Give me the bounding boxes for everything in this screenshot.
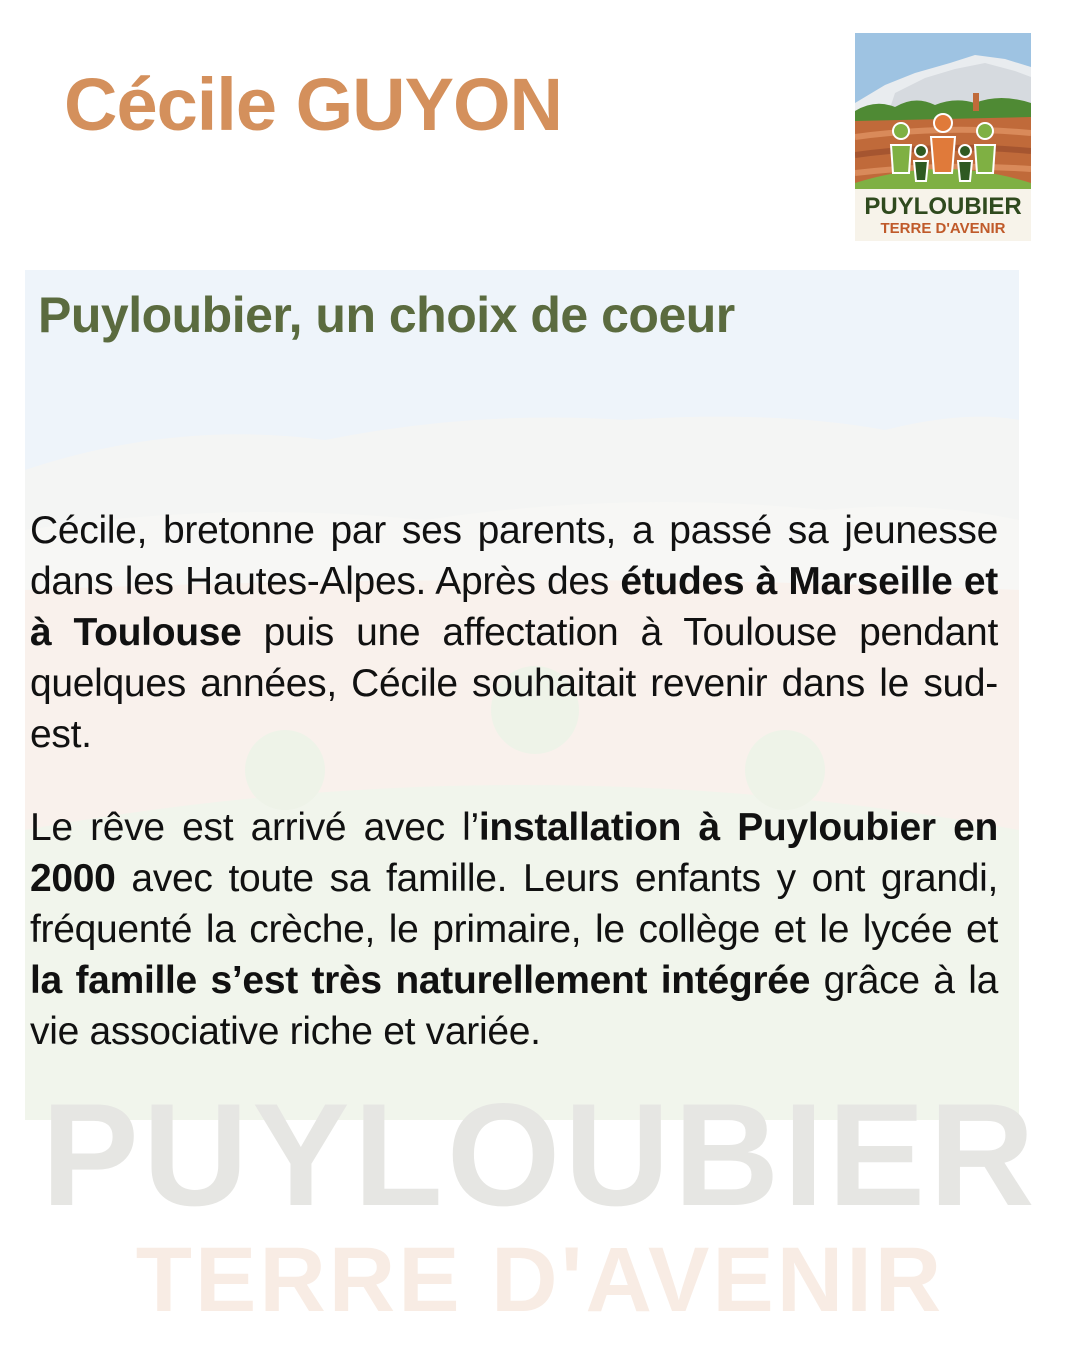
watermark-line2: TERRE D'AVENIR [135, 1229, 945, 1331]
p2-text-e: grâce à la vie associative riche et variée. [30, 959, 998, 1053]
page-title: Cécile GUYON [64, 63, 562, 146]
p1-bold-studies: études à Marseille et à Toulouse [30, 560, 998, 654]
watermark-line1: PUYLOUBIER [41, 1073, 1039, 1236]
p2-text-a: Le rêve est arrivé avec l’ [30, 806, 479, 849]
paragraph-1 [30, 505, 998, 760]
paragraph-2 [30, 802, 998, 1057]
p1-text-a: Cécile, bretonne par ses parents, a passé sa jeunesse dans les Hautes-Alpes. Après des [30, 509, 998, 603]
body-text [30, 505, 998, 1099]
logo-line2: TERRE D'AVENIR [880, 220, 1006, 237]
p2-bold-family: la famille s’est très naturellement intégrée [30, 959, 811, 1002]
puyloubier-logo [855, 33, 1031, 241]
section-subtitle: Puyloubier, un choix de coeur [38, 287, 735, 343]
p1-text-c: puis une affectation à Toulouse pendant quelques années, Cécile souhaitait revenir dans le sud-est. [30, 611, 998, 756]
p2-bold-installation: installation à Puyloubier en 2000 [30, 806, 998, 900]
p2-text-c: avec toute sa famille. Leurs enfants y ont grandi, fréquenté la crèche, le primaire, le collège et le lycée et [30, 857, 998, 951]
logo-line1: PUYLOUBIER [864, 193, 1022, 220]
